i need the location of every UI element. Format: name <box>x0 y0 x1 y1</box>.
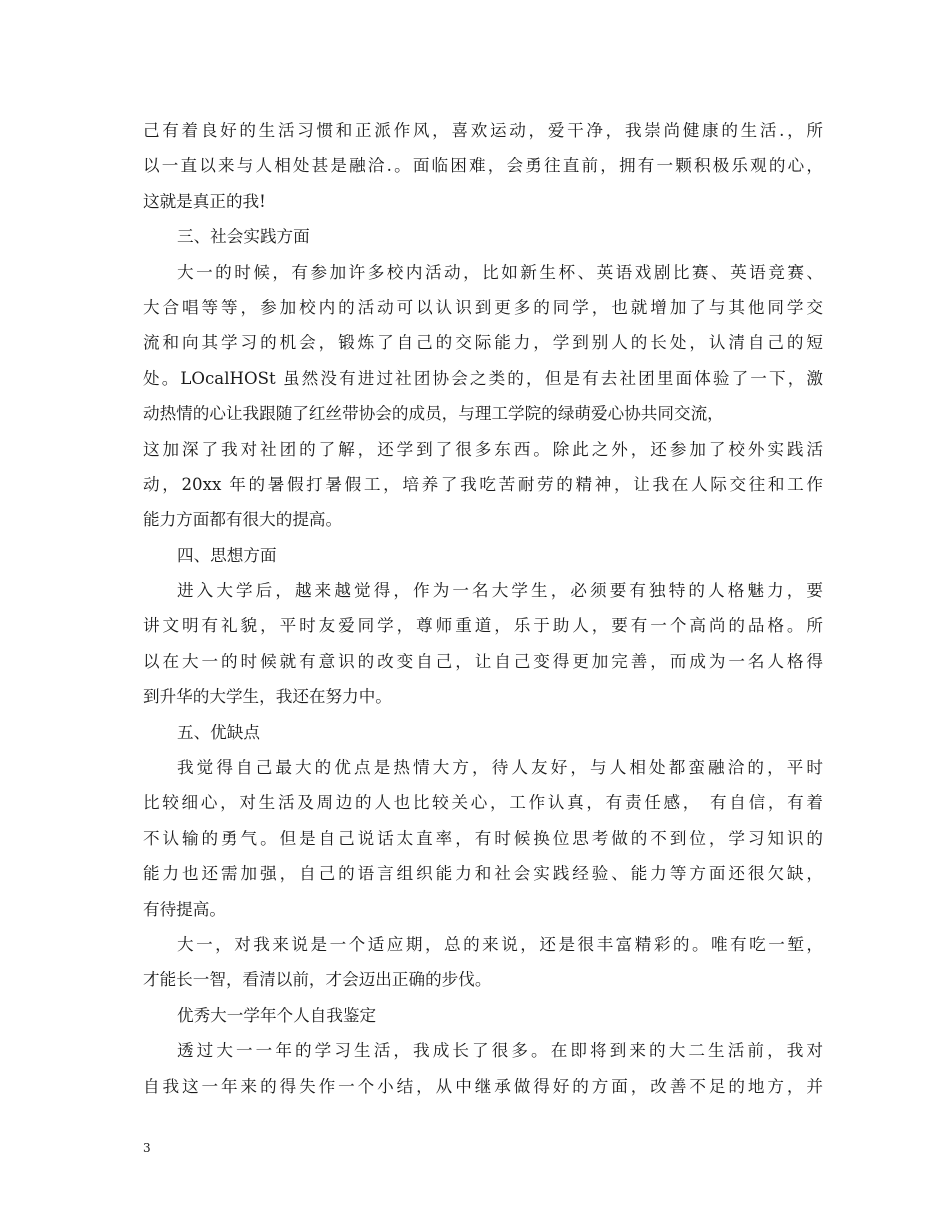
text-line: 能力也还需加强，自己的语言组织能力和社会实践经验、能力等方面还很欠缺， <box>143 864 823 884</box>
text-line: 四、思想方面 <box>177 545 277 565</box>
text-line: 能力方面都有很大的提高。 <box>143 510 343 530</box>
text-line: 大一，对我来说是一个适应期，总的来说，还是很丰富精彩的。唯有吃一堑， <box>177 934 823 954</box>
text-line: 己有着良好的生活习惯和正派作风，喜欢运动，爱干净，我崇尚健康的生活.，所 <box>143 121 823 140</box>
text-line: 三、社会实践方面 <box>177 227 310 247</box>
text-line: 处。LOcalHOSt 虽然没有进过社团协会之类的，但是有去社团里面体验了一下，激 <box>143 368 823 388</box>
text-line: 这加深了我对社团的了解，还学到了很多东西。除此之外，还参加了校外实践活 <box>143 439 823 459</box>
text-line: 进入大学后，越来越觉得，作为一名大学生，必须要有独特的人格魅力，要 <box>177 581 823 601</box>
text-line: 比较细心，对生活及周边的人也比较关心，工作认真，有责任感， 有自信，有着 <box>143 793 823 813</box>
text-line: 五、优缺点 <box>177 722 260 742</box>
text-line: 不认输的勇气。但是自己说话太直率，有时候换位思考做的不到位，学习知识的 <box>143 828 823 848</box>
page-number: 3 <box>143 1141 151 1155</box>
text-line: 动热情的心让我跟随了红丝带协会的成员，与理工学院的绿萌爱心协共同交流， <box>143 404 724 424</box>
body-text <box>143 113 823 1104</box>
text-line: 自我这一年来的得失作一个小结，从中继承做得好的方面，改善不足的地方，并 <box>143 1076 823 1096</box>
text-line: 这就是真正的我! <box>143 191 266 211</box>
text-line: 才能长一智，看清以前，才会迈出正确的步伐。 <box>143 970 492 990</box>
text-line: 我觉得自己最大的优点是热情大方，待人友好，与人相处都蛮融洽的，平时 <box>177 758 823 778</box>
text-line: 到升华的大学生，我还在努力中。 <box>143 687 392 707</box>
text-line: 优秀大一学年个人自我鉴定 <box>177 1005 377 1025</box>
text-line: 有待提高。 <box>143 899 226 919</box>
text-line: 以一直以来与人相处甚是融洽.。面临困难，会勇往直前，拥有一颗积极乐观的心， <box>143 156 823 176</box>
text-line: 以在大一的时候就有意识的改变自己，让自己变得更加完善，而成为一名人格得 <box>143 651 823 671</box>
text-line: 大一的时候，有参加许多校内活动，比如新生杯、英语戏剧比赛、英语竞赛、 <box>177 262 823 282</box>
text-line: 动，20xx 年的暑假打暑假工，培养了我吃苦耐劳的精神，让我在人际交往和工作 <box>143 474 823 494</box>
text-line: 透过大一一年的学习生活，我成长了很多。在即将到来的大二生活前，我对 <box>177 1041 823 1061</box>
text-line: 讲文明有礼貌，平时友爱同学，尊师重道，乐于助人，要有一个高尚的品格。所 <box>143 616 823 636</box>
text-line: 大合唱等等，参加校内的活动可以认识到更多的同学，也就增加了与其他同学交 <box>143 297 823 317</box>
text-line: 流和向其学习的机会，锻炼了自己的交际能力，学到别人的长处，认清自己的短 <box>143 333 823 353</box>
